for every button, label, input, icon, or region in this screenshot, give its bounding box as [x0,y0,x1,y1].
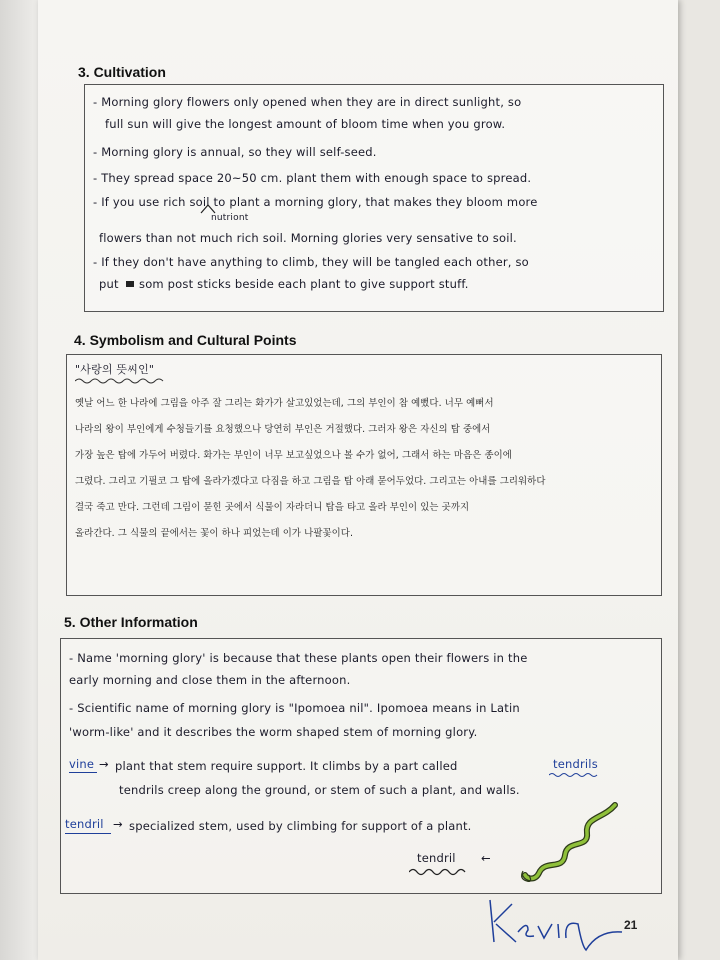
symbolism-line: 옛날 어느 한 나라에 그림을 아주 잘 그리는 화가가 살고있었는데, 그의 부인이 참 예뻤다. 너무 예뻐서 [75,398,494,409]
symbolism-line: 결국 죽고 만다. 그런데 그림이 묻힌 곳에서 식물이 자라더니 탑을 타고 올라 부인이 있는 곳까지 [75,502,470,513]
scribble-mark [125,279,135,289]
tendril-sketch-label: tendril [417,851,456,865]
signature [482,890,632,954]
cultivation-line: put [99,277,119,291]
vine-term: vine [69,757,95,771]
caret-mark [199,203,217,215]
other-line: - Scientific name of morning glory is "Ipomoea nil". Ipomoea means in Latin [69,701,520,715]
wavy-underline [75,377,167,385]
vine-arrow: → [99,757,109,771]
other-info-box [60,638,662,894]
cultivation-line: flowers than not much rich soil. Morning glories very sensative to soil. [99,231,517,245]
cultivation-annotation: nutriont [211,213,249,223]
tendril-sketch-arrow: ← [481,851,491,865]
vine-definition: plant that stem require support. It climbs by a part called [115,759,458,773]
cultivation-line: - If they don't have anything to climb, they will be tangled each other, so [93,255,529,269]
cultivation-line: - Morning glory is annual, so they will self-seed. [93,145,377,159]
other-line: - Name 'morning glory' is because that these plants open their flowers in the [69,651,528,665]
notebook-page [38,0,678,960]
tendrils-term: tendrils [553,757,598,771]
tendrils-wavy-underline [549,772,601,778]
tendril-label-wavy-underline [409,867,473,877]
other-line: early morning and close them in the afternoon. [69,673,351,687]
symbolism-heading: "사랑의 뜻씨인" [75,363,155,376]
cultivation-line: - If you use rich soil to plant a morning glory, that makes they bloom more [93,195,538,209]
tendril-underline [65,833,111,834]
other-line: 'worm-like' and it describes the worm shaped stem of morning glory. [69,725,478,739]
tendril-definition: specialized stem, used by climbing for support of a plant. [129,819,472,833]
vine-underline [69,772,97,773]
cultivation-box [84,84,664,312]
symbolism-line: 그렸다. 그리고 기필코 그 탑에 올라가겠다고 다짐을 하고 그림을 탑 아래 묻어두었다. 그리고는 아내를 그리워하다 [75,476,546,487]
symbolism-title: 4. Symbolism and Cultural Points [74,332,297,348]
previous-pages-edge [0,0,41,960]
tendril-arrow: → [113,817,123,831]
symbolism-line: 올라간다. 그 식물의 끝에서는 꽃이 하나 피었는데 이가 나팔꽃이다. [75,528,354,539]
cultivation-line: som post sticks beside each plant to give support stuff. [139,277,469,291]
vine-definition: tendrils creep along the ground, or stem of such a plant, and walls. [119,783,520,797]
cultivation-line: - Morning glory flowers only opened when they are in direct sunlight, so [93,95,522,109]
symbolism-box [66,354,662,596]
tendril-drawing [515,799,625,889]
tendril-term: tendril [65,817,104,831]
cultivation-line: - They spread space 20~50 cm. plant them with enough space to spread. [93,171,532,185]
page-number: 21 [624,918,638,932]
other-info-title: 5. Other Information [64,614,198,630]
cultivation-title: 3. Cultivation [78,64,166,80]
symbolism-line: 가장 높은 탑에 가두어 버렸다. 화가는 부인이 너무 보고싶었으나 볼 수가 없어, 그래서 하는 마음은 종이에 [75,450,512,461]
symbolism-line: 나라의 왕이 부인에게 수청들기를 요청했으나 당연히 부인은 거절했다. 그러자 왕은 자신의 탑 중에서 [75,424,491,435]
cultivation-line: full sun will give the longest amount of bloom time when you grow. [105,117,506,131]
